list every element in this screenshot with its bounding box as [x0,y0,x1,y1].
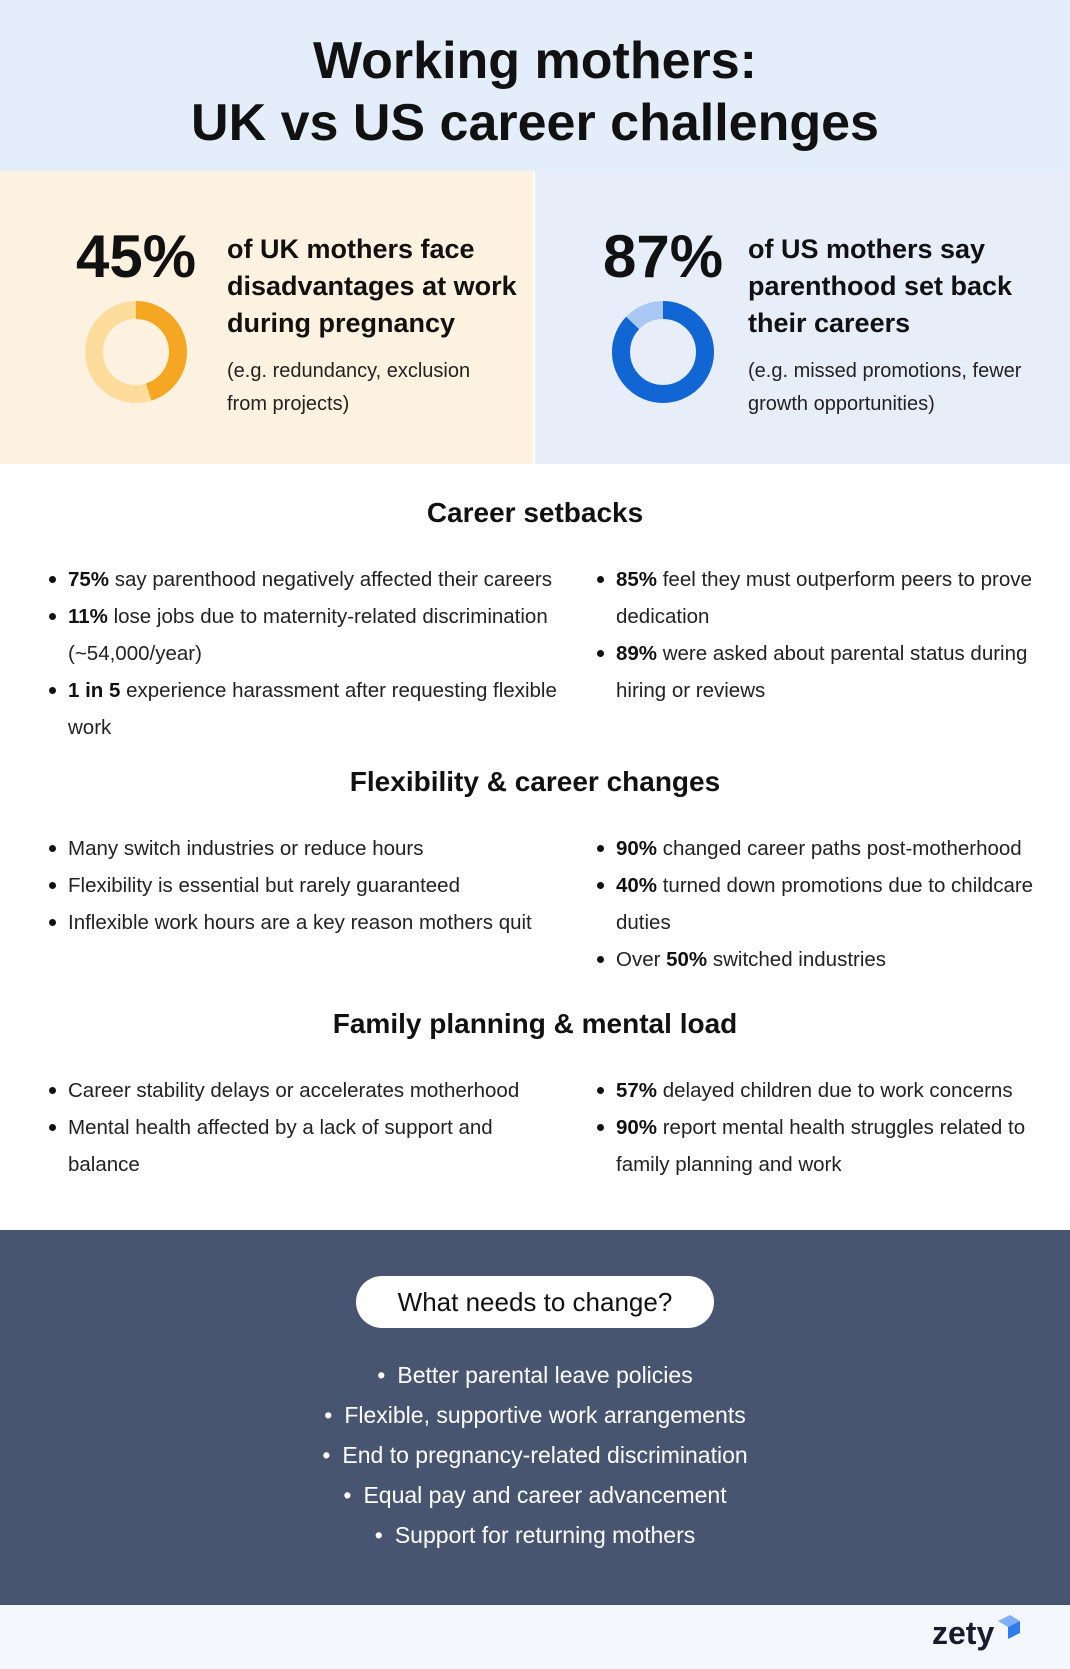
setbacks-right-list [594,561,1034,709]
setbacks-left-list [46,561,576,746]
page-title [0,30,1070,154]
changes-title-pill: What needs to change? [356,1276,714,1328]
list-item [594,1109,1034,1183]
uk-stat-panel [0,171,533,464]
list-item-text: Career stability delays or accelerates motherhood [68,1079,520,1102]
flexibility-left-list [46,830,576,941]
title-line-1: Working mothers: [313,32,757,90]
list-item-stat: 57% [616,1079,658,1102]
uk-stat-detail: (e.g. redundancy, exclusion from projects) [227,360,471,415]
list-item [46,598,576,672]
list-item [594,941,1054,978]
title-line-2: UK vs US career challenges [191,94,879,152]
zety-logo: zety [932,1615,995,1651]
list-item-stat: 1 in 5 [68,679,121,702]
list-item-text: Flexibility is essential but rarely guaranteed [68,874,460,897]
section-title-career-setbacks: Career setbacks [426,497,644,528]
family-right-list [594,1072,1034,1183]
list-item-text: report mental health struggles related to family planning and work [616,1116,1026,1176]
changes-list [0,1355,1070,1555]
list-item [594,830,1054,867]
list-item [594,867,1054,941]
flexibility-right-list [594,830,1054,978]
us-donut-chart [609,298,717,406]
family-left-list [46,1072,556,1183]
list-item-text: Many switch industries or reduce hours [68,837,424,860]
list-item [46,867,576,904]
list-item-text: experience harassment after requesting flexible work [68,679,557,739]
list-item-stat: 89% [616,642,658,665]
list-item-text: Mental health affected by a lack of support and balance [68,1116,493,1176]
list-item-text: Inflexible work hours are a key reason mothers quit [68,911,532,934]
list-item [46,561,576,598]
zety-logo-icon [996,1613,1022,1641]
change-item: • Flexible, supportive work arrangements [0,1395,1070,1435]
list-item-stat: 90% [616,1116,658,1139]
footer-bar [0,1605,1070,1669]
change-item: • Equal pay and career advancement [0,1475,1070,1515]
section-title-family-planning: Family planning & mental load [332,1008,738,1039]
list-item-text: say parenthood negatively affected their careers [109,568,552,591]
us-stat-headline: of US mothers say parenthood set back their careers [748,234,1013,338]
list-item [46,1072,556,1109]
list-item-stat: 85% [616,568,658,591]
list-item-stat: 40% [616,874,658,897]
list-item-stat: 11% [68,605,108,628]
list-item-stat: 90% [616,837,658,860]
list-item-text: were asked about parental status during hiring or reviews [616,642,1028,702]
list-item [594,561,1034,635]
list-item [594,1072,1034,1109]
list-item [46,1109,556,1183]
list-item [46,904,576,941]
list-item-text: delayed children due to work concerns [657,1079,1013,1102]
changes-panel [0,1230,1070,1605]
us-stat-detail: (e.g. missed promotions, fewer growth opportunities) [748,360,1022,415]
section-title-flexibility: Flexibility & career changes [349,766,721,797]
list-item [594,635,1034,709]
list-item-text: changed career paths post-motherhood [657,837,1022,860]
list-item-text: turned down promotions due to childcare duties [616,874,1034,934]
list-item [46,830,576,867]
list-item-text: feel they must outperform peers to prove dedication [616,568,1032,628]
list-item-text: switched industries [707,948,887,971]
us-stat-value: 87% [603,223,724,290]
uk-stat-value: 45% [76,223,197,290]
list-item-prefix: Over [616,948,667,971]
us-stat-panel [535,171,1070,464]
list-item-stat: 75% [68,568,110,591]
uk-donut-chart [82,298,190,406]
change-item: • End to pregnancy-related discrimination [0,1435,1070,1475]
change-item: • Better parental leave policies [0,1355,1070,1395]
list-item-stat: 50% [666,948,708,971]
uk-stat-headline: of UK mothers face disadvantages at work during pregnancy [227,234,517,338]
list-item [46,672,576,746]
list-item-text: lose jobs due to maternity-related discrimination (~54,000/year) [68,605,548,665]
change-item: • Support for returning mothers [0,1515,1070,1555]
header-banner [0,0,1070,171]
